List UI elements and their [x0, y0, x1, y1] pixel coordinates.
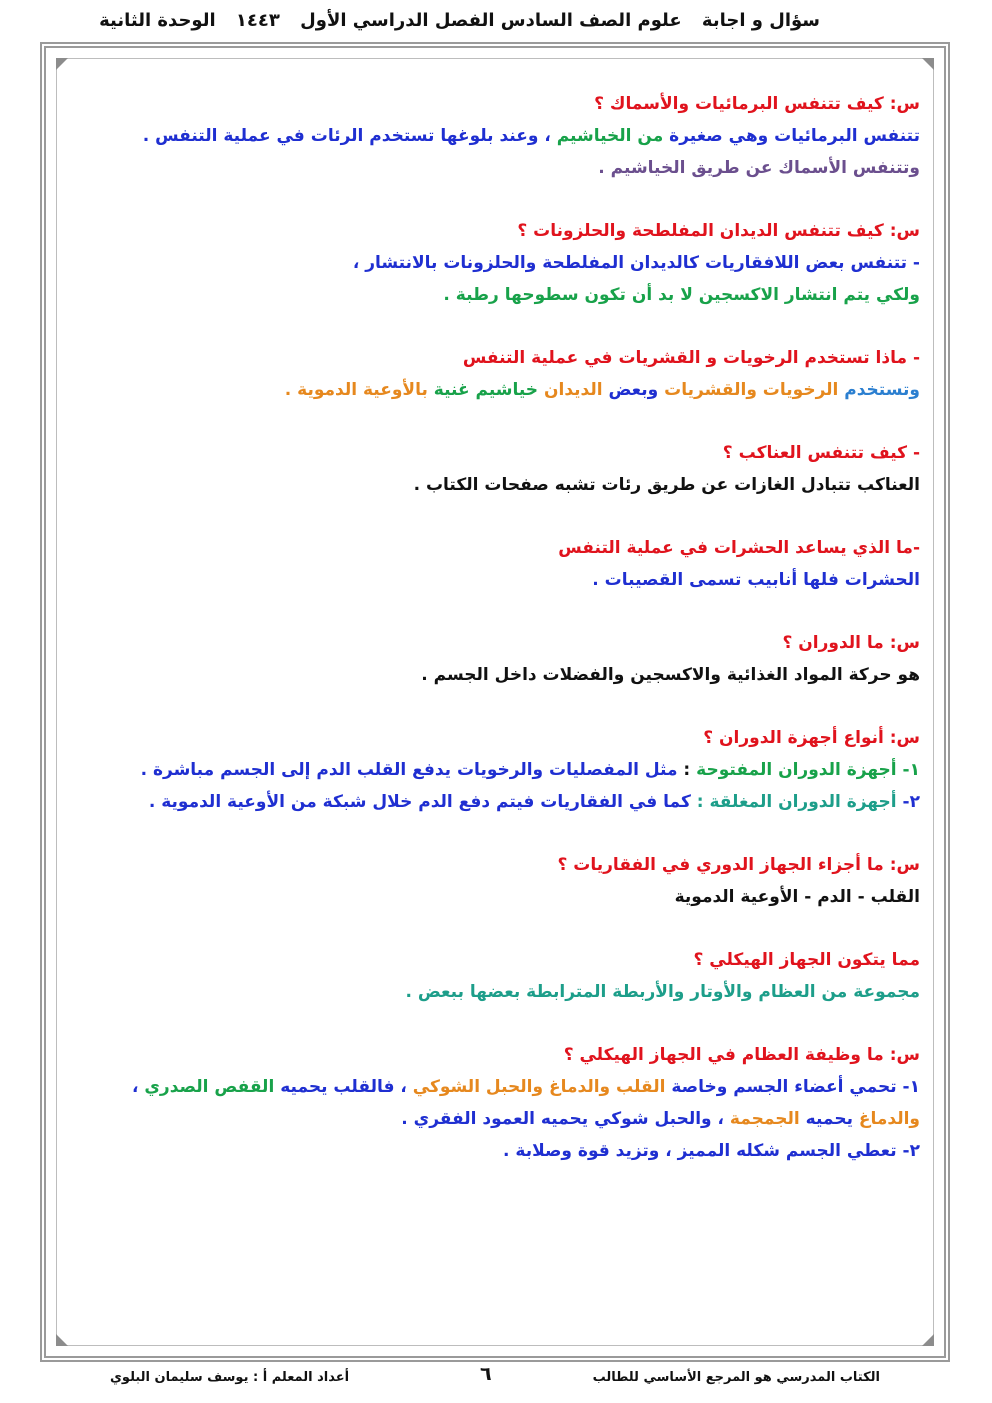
question-line	[120, 88, 920, 120]
answer-line	[120, 279, 920, 311]
text-segment: :	[677, 760, 697, 780]
text-segment: - كيف تتنفس العناكب ؟	[722, 443, 920, 463]
footer-author: أعداد المعلم أ : يوسف سليمان البلوي	[110, 1370, 350, 1385]
text-segment: خياشيم غنية	[427, 380, 539, 400]
text-segment: ١- أجهزة الدوران المفتوحة	[696, 760, 920, 780]
text-segment: الحشرات فلها أنابيب تسمى القصيبات .	[592, 570, 920, 590]
question-line	[120, 532, 920, 564]
text-segment: هو حركة المواد الغذائية والاكسجين والفضلات داخل الجسم .	[421, 665, 920, 685]
answer-line	[120, 247, 920, 279]
text-segment: وتستخدم	[838, 380, 920, 400]
answer-line	[120, 659, 920, 691]
question-line	[120, 437, 920, 469]
text-segment: - تتنفس بعض اللافقاريات كالديدان المفلطحة والحلزونات بالانتشار ،	[352, 253, 920, 273]
answer-line	[120, 786, 920, 818]
answer-line	[120, 469, 920, 501]
text-segment: ١- تحمي أعضاء الجسم وخاصة	[665, 1077, 920, 1097]
text-segment: الديدان	[538, 380, 603, 400]
text-segment: س: ما الدوران ؟	[782, 633, 920, 653]
answer-line	[120, 754, 920, 786]
answer-line	[120, 1071, 920, 1103]
text-segment: كما في الفقاريات فيتم دفع الدم خلال شبكة من الأوعية الدموية .	[148, 792, 697, 812]
answer-line	[120, 120, 920, 152]
header-unit: الوحدة الثانية	[99, 10, 216, 31]
section-spacer	[120, 913, 920, 944]
header-qa: سؤال و اجابة	[701, 10, 820, 31]
text-segment: مثل المفصليات والرخويات يدفع القلب الدم إلى الجسم مباشرة .	[140, 760, 678, 780]
answer-line	[120, 976, 920, 1008]
text-segment: يحميه	[799, 1109, 853, 1129]
text-segment: أجهزة الدوران المغلقة :	[696, 792, 897, 812]
text-segment: ٢- تعطي الجسم شكله المميز ، وتزيد قوة وصلابة .	[503, 1141, 920, 1161]
text-segment: س: ما أجزاء الجهاز الدوري في الفقاريات ؟	[557, 855, 920, 875]
question-line	[120, 215, 920, 247]
corner-ornament	[56, 58, 68, 70]
page-number: ٦	[480, 1363, 492, 1385]
page-header	[100, 10, 820, 40]
section-spacer	[120, 406, 920, 437]
text-segment: - ماذا تستخدم الرخويات و القشريات في عملية التنفس	[462, 348, 920, 368]
section-spacer	[120, 818, 920, 849]
text-segment: ، وعند بلوغها تستخدم الرئات في عملية التنفس .	[142, 126, 557, 146]
text-segment: والدماغ	[852, 1109, 920, 1129]
answer-line	[120, 374, 920, 406]
question-line	[120, 342, 920, 374]
text-segment: بالأوعية الدموية .	[284, 380, 428, 400]
question-line	[120, 1039, 920, 1071]
text-segment: الجمجمة	[729, 1109, 800, 1129]
text-segment: ولكي يتم انتشار الاكسجين لا بد أن تكون سطوحها رطبة .	[443, 285, 920, 305]
text-segment: ،	[131, 1077, 145, 1097]
page-footer	[60, 1365, 940, 1395]
text-segment: العناكب تتبادل الغازات عن طريق رئات تشبه صفحات الكتاب .	[413, 475, 920, 495]
section-spacer	[120, 311, 920, 342]
header-year: ١٤٤٣	[235, 10, 280, 31]
text-segment: وبعض	[602, 380, 659, 400]
answer-line	[120, 152, 920, 184]
section-spacer	[120, 184, 920, 215]
text-segment: ، فالقلب يحميه	[274, 1077, 413, 1097]
text-segment: س: كيف تتنفس البرمائيات والأسماك ؟	[594, 94, 920, 114]
text-segment: ٢-	[896, 792, 920, 812]
footer-book-note: الكتاب المدرسي هو المرجع الأساسي للطالب	[592, 1370, 880, 1385]
text-segment: مجموعة من العظام والأوتار والأربطة المترابطة بعضها ببعض .	[405, 982, 920, 1002]
question-line	[120, 722, 920, 754]
corner-ornament	[922, 1334, 934, 1346]
section-spacer	[120, 596, 920, 627]
text-segment: س: كيف تتنفس الديدان المفلطحة والحلزونات ؟	[517, 221, 920, 241]
question-line	[120, 944, 920, 976]
text-segment: القلب والدماغ والحبل الشوكي	[412, 1077, 666, 1097]
section-spacer	[120, 501, 920, 532]
qa-content	[120, 88, 920, 1167]
text-segment: وتتنفس الأسماك عن طريق الخياشيم .	[598, 158, 920, 178]
text-segment: الرخويات والقشريات	[658, 380, 839, 400]
text-segment: س: أنواع أجهزة الدوران ؟	[703, 728, 920, 748]
question-line	[120, 849, 920, 881]
text-segment: -ما الذي يساعد الحشرات في عملية التنفس	[558, 538, 920, 558]
answer-line	[120, 1103, 920, 1135]
header-title: علوم الصف السادس الفصل الدراسي الأول	[300, 10, 682, 31]
question-line	[120, 627, 920, 659]
text-segment: س: ما وظيفة العظام في الجهاز الهيكلي ؟	[563, 1045, 920, 1065]
text-segment: من الخياشيم	[556, 126, 664, 146]
text-segment: تتنفس البرمائيات وهي صغيرة	[663, 126, 920, 146]
answer-line	[120, 564, 920, 596]
text-segment: ، والحبل شوكي يحميه العمود الفقري .	[401, 1109, 730, 1129]
text-segment: القفص الصدري	[144, 1077, 275, 1097]
section-spacer	[120, 691, 920, 722]
section-spacer	[120, 1008, 920, 1039]
text-segment: القلب - الدم - الأوعية الدموية	[674, 887, 920, 907]
answer-line	[120, 1135, 920, 1167]
corner-ornament	[56, 1334, 68, 1346]
corner-ornament	[922, 58, 934, 70]
text-segment: مما يتكون الجهاز الهيكلي ؟	[693, 950, 920, 970]
answer-line	[120, 881, 920, 913]
